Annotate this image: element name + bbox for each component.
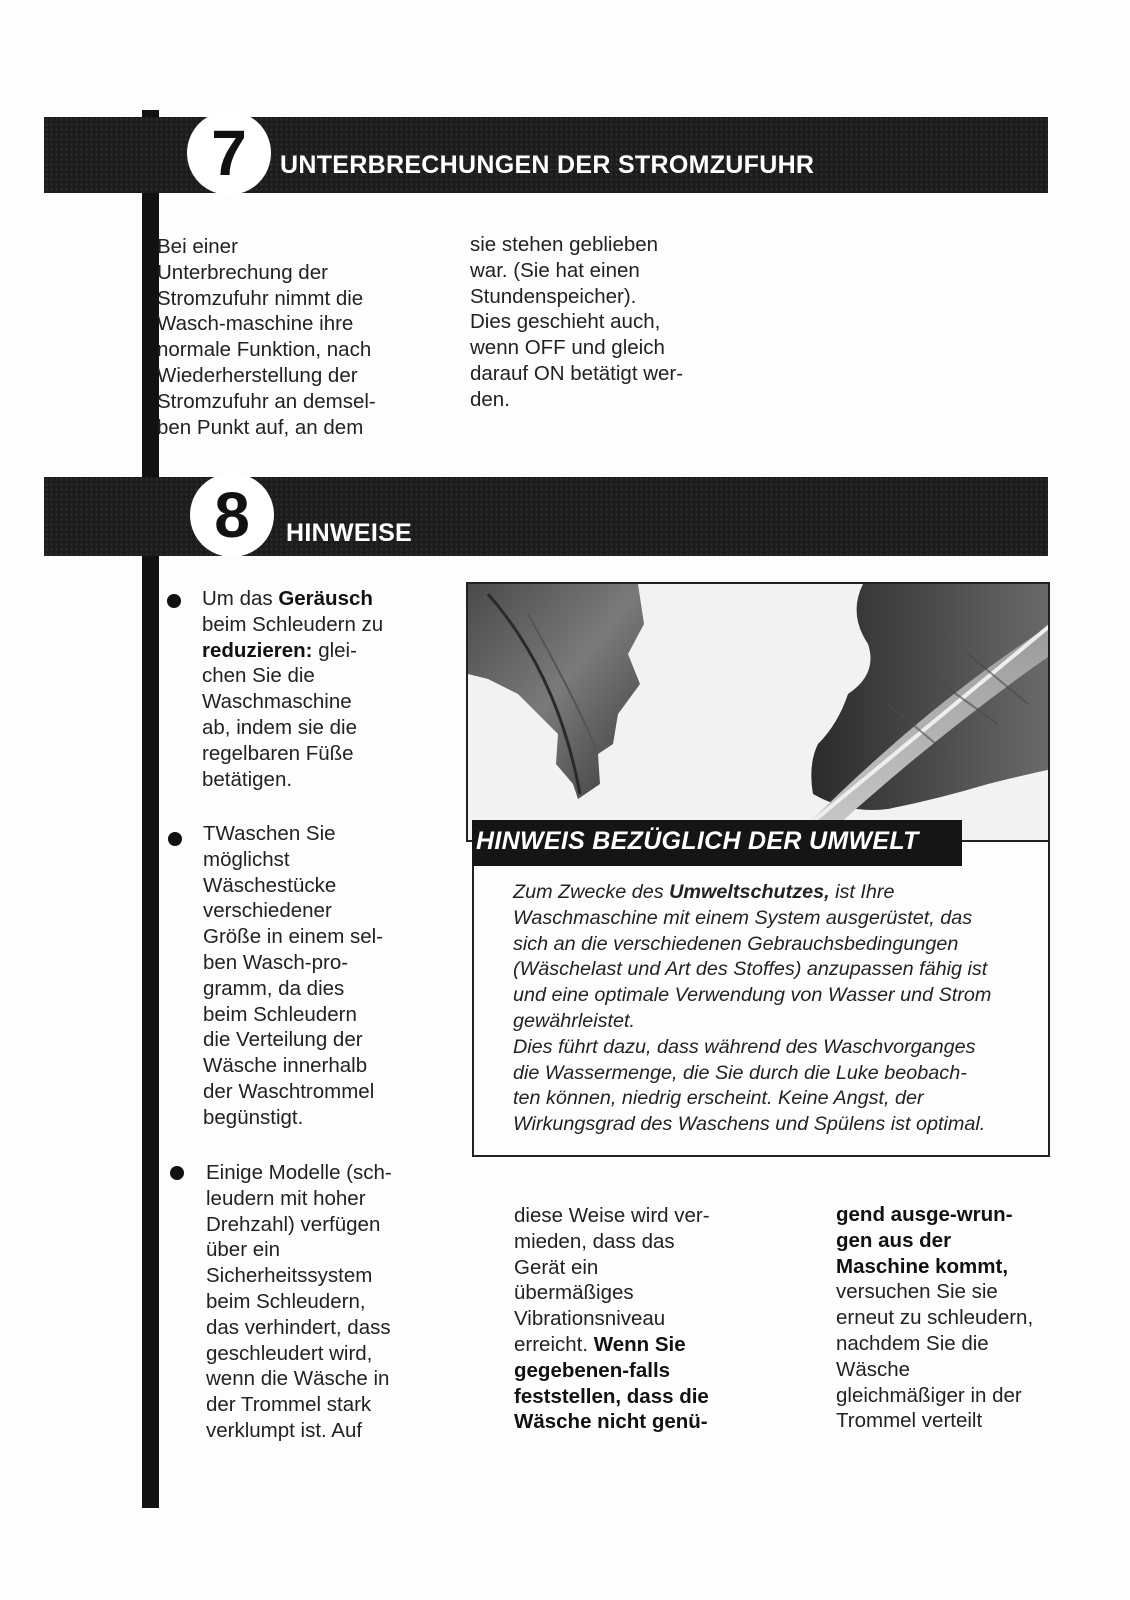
text-line: Trommel verteilt xyxy=(836,1409,983,1433)
text-line: Sicherheitssystem xyxy=(206,1264,373,1288)
text-line: übermäßiges xyxy=(514,1281,634,1305)
text-line xyxy=(836,1228,1066,1254)
text-line: verschiedener xyxy=(203,899,332,923)
leaf-photo xyxy=(466,582,1050,842)
text-line: Größe in einem sel- xyxy=(203,925,384,949)
env-line-1 xyxy=(513,881,894,903)
text-line: Wirkungsgrad des Waschens und Spülens ist optimal. xyxy=(513,1113,986,1136)
text-line: die Wassermenge, die Sie durch die Luke beobach- xyxy=(513,1061,967,1084)
text-line: den. xyxy=(470,387,510,411)
text-line: Dies führt dazu, dass während des Waschvorganges xyxy=(513,1035,976,1058)
text-line: diese Weise wird ver- xyxy=(514,1204,710,1227)
bold-text: gend ausge-wrun- xyxy=(836,1203,1013,1226)
bold-text: reduzieren: xyxy=(202,638,313,662)
bold-text: gen aus der xyxy=(836,1228,952,1252)
paragraph xyxy=(513,1035,1038,1138)
text-run: ist Ihre xyxy=(829,881,895,903)
bullet-icon xyxy=(170,1166,184,1180)
paragraph xyxy=(513,880,1038,1035)
text-line: ab, indem sie die xyxy=(202,715,357,739)
text-run: erreicht. xyxy=(514,1332,594,1356)
text-line: sich an die verschiedenen Gebrauchsbedingungen xyxy=(513,932,959,955)
text-line: ten können, niedrig erscheint. Keine Angst, der xyxy=(513,1087,924,1110)
text-line: beim Schleudern xyxy=(203,1002,357,1026)
text-line: regelbaren Füße xyxy=(202,741,354,765)
bold-text: gegebenen-falls xyxy=(514,1358,671,1382)
text-line: Stromzufuhr an demsel- xyxy=(157,389,376,413)
text-line: die Verteilung der xyxy=(203,1028,363,1052)
text-line: verklumpt ist. Auf xyxy=(206,1418,363,1442)
hint-item-mixed-laundry xyxy=(203,821,433,1131)
text-line: versuchen Sie sie xyxy=(836,1280,998,1304)
bullet-icon xyxy=(167,594,181,608)
text-line: Wiederherstellung der xyxy=(157,363,358,387)
text-line: Vibrationsniveau xyxy=(514,1307,666,1331)
text-line: Bei einer xyxy=(157,235,238,258)
text-line xyxy=(202,586,432,612)
text-line: erneut zu schleudern, xyxy=(836,1306,1034,1330)
hint-item-safety-system xyxy=(206,1160,436,1444)
section-8-header xyxy=(44,477,1048,556)
text-line: der Waschtrommel xyxy=(203,1079,375,1103)
section-7-title: UNTERBRECHUNGEN DER STROMZUFUHR xyxy=(280,151,815,179)
text-line: wenn OFF und gleich xyxy=(470,336,665,360)
text-line xyxy=(836,1202,1066,1228)
text-line: darauf ON betätigt wer- xyxy=(470,361,684,385)
text-line: das verhindert, dass xyxy=(206,1315,391,1339)
section-7-number: 7 xyxy=(187,111,271,195)
text-line: Einige Modelle (sch- xyxy=(206,1161,392,1184)
text-line: Wasch-maschine ihre xyxy=(157,312,354,336)
text-line: Drehzahl) verfügen xyxy=(206,1212,381,1236)
text-line: leudern mit hoher xyxy=(206,1186,366,1210)
section-8-title: HINWEISE xyxy=(286,519,413,547)
text-line: der Trommel stark xyxy=(206,1393,372,1417)
text-line: Waschmaschine xyxy=(202,690,352,714)
section-8-number: 8 xyxy=(190,473,274,557)
environment-notice-text xyxy=(513,880,1038,1138)
text-line: geschleudert wird, xyxy=(206,1341,373,1365)
text-run: Um das xyxy=(202,587,279,610)
continuation-column-2 xyxy=(514,1203,754,1435)
text-line: normale Funktion, nach xyxy=(157,338,372,362)
text-line: ben Wasch-pro- xyxy=(203,950,349,974)
text-line: Stromzufuhr nimmt die xyxy=(157,286,364,310)
text-line: beim Schleudern, xyxy=(206,1289,366,1313)
section-7-header xyxy=(44,117,1048,193)
text-line: Dies geschieht auch, xyxy=(470,310,661,334)
text-line: und eine optimale Verwendung von Wasser und Strom xyxy=(513,984,992,1007)
text-line: gramm, da dies xyxy=(203,976,345,1000)
text-line xyxy=(514,1409,754,1435)
text-line: betätigen. xyxy=(202,767,293,791)
text-line xyxy=(514,1358,754,1384)
environment-notice-title: HINWEIS BEZÜGLICH DER UMWELT xyxy=(472,820,962,866)
text-line: Wäsche innerhalb xyxy=(203,1054,368,1078)
text-line: TWaschen Sie xyxy=(203,822,336,845)
bold-text: Geräusch xyxy=(278,587,373,610)
text-line: Unterbrechung der xyxy=(157,260,328,284)
text-line xyxy=(836,1254,1066,1280)
text-line: mieden, dass das xyxy=(514,1229,675,1253)
text-line: Wäschestücke xyxy=(203,873,337,897)
text-line: wenn die Wäsche in xyxy=(206,1367,390,1391)
text-line xyxy=(514,1384,754,1410)
text-line: möglichst xyxy=(203,847,290,871)
text-line: Stundenspeicher). xyxy=(470,284,637,308)
text-line: nachdem Sie die xyxy=(836,1331,989,1355)
text-line: chen Sie die xyxy=(202,664,315,688)
text-line: begünstigt. xyxy=(203,1105,304,1129)
bold-text: Maschine kommt, xyxy=(836,1254,1009,1278)
leaf-image xyxy=(468,584,1050,842)
text-line: (Wäschelast und Art des Stoffes) anzupassen fähig ist xyxy=(513,958,988,981)
bold-text: feststellen, dass die xyxy=(514,1384,709,1408)
text-line: gewährleistet. xyxy=(513,1009,636,1032)
section-7-text-left xyxy=(157,234,427,440)
continuation-column-3 xyxy=(836,1202,1066,1434)
bullet-icon xyxy=(168,832,182,846)
bold-text: Wäsche nicht genü- xyxy=(514,1410,708,1434)
text-line: Waschmaschine mit einem System ausgerüstet, das xyxy=(513,906,973,929)
bold-text: Wenn Sie xyxy=(593,1332,686,1356)
text-line: Wäsche xyxy=(836,1357,911,1381)
text-line: sie stehen geblieben xyxy=(470,233,659,256)
text-run: glei- xyxy=(312,638,357,662)
text-line xyxy=(202,638,432,664)
section-7-text-right xyxy=(470,232,730,413)
text-run: Zum Zwecke des xyxy=(513,881,670,903)
text-line: Gerät ein xyxy=(514,1255,599,1279)
bold-text: Umweltschutzes, xyxy=(669,881,830,903)
text-line: über ein xyxy=(206,1238,281,1262)
text-line xyxy=(514,1332,754,1358)
text-line: war. (Sie hat einen xyxy=(470,258,640,282)
text-line: gleichmäßiger in der xyxy=(836,1383,1022,1407)
hint-item-noise xyxy=(202,586,432,792)
text-line: beim Schleudern zu xyxy=(202,612,384,636)
text-line: ben Punkt auf, an dem xyxy=(157,415,364,439)
